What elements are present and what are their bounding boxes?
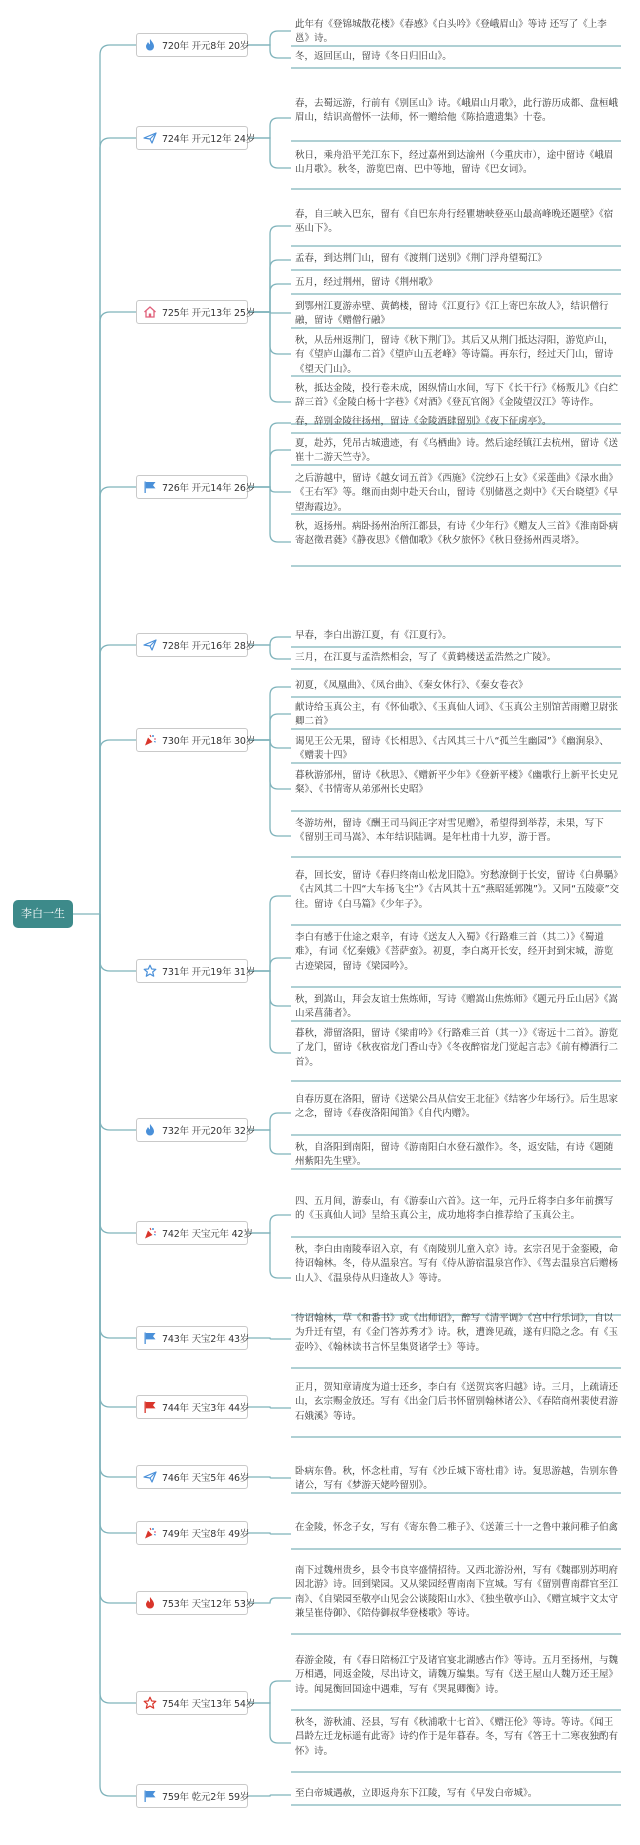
year-connector	[100, 914, 136, 1796]
event-note[interactable]: 三月，在江夏与孟浩然相会，写了《黄鹤楼送孟浩然之广陵》。	[295, 652, 557, 663]
event-note[interactable]: 待诏翰林，草《和番书》或《出师诏》，醉写《清平调》《宫中行乐词》，自以为升迁有望，有《金门答苏秀才》诗。秋，遭谗见疏，遂有归隐之念。有《玉壶吟》、《翰林读书言怀呈集贤诸学士》等诗。	[295, 1313, 619, 1353]
year-connector	[100, 914, 136, 1130]
year-connector	[100, 914, 136, 1338]
year-node[interactable]	[136, 1521, 248, 1545]
year-label: 726年 开元14年 26岁	[162, 483, 256, 494]
year-label: 753年 天宝12年 53岁	[162, 1599, 256, 1610]
event-note[interactable]: 冬游坊州，留诗《酬王司马阎正字对雪见赠》，希望得到举荐，未果，写下《留别王司马嵩》、本年结识陆调。是年杜甫十九岁，游于晋。	[295, 818, 604, 844]
event-note[interactable]: 暮秋，滞留洛阳，留诗《梁甫吟》《行路难三首（其一）》《寄远十二首》。游览了龙门，留诗《秋夜宿龙门香山寺》《冬夜醉宿龙门觉起言志》《前有樽酒行二首》。	[295, 1028, 619, 1068]
year-label: 749年 天宝8年 49岁	[162, 1529, 250, 1540]
entry-connector	[248, 487, 291, 542]
entry-connector	[248, 1533, 291, 1534]
year-label: 720年 开元8年 20岁	[162, 41, 250, 52]
year-connector	[100, 45, 136, 914]
party-icon	[143, 1526, 157, 1540]
year-node[interactable]	[136, 1691, 256, 1715]
event-note[interactable]: 夏，赴苏，凭吊古城遗迹，有《乌栖曲》诗。然后途经镇江去杭州，留诗《送崔十二游天竺寺》。	[295, 438, 619, 464]
send-icon	[143, 638, 157, 652]
year-node[interactable]	[136, 300, 256, 324]
year-node[interactable]	[136, 1465, 248, 1489]
entry-connector	[248, 1233, 291, 1278]
year-node[interactable]	[136, 1118, 256, 1142]
event-note[interactable]: 卧病东鲁。秋，怀念杜甫，写有《沙丘城下寄杜甫》诗。复思游越，告别东鲁诸公，写有《梦游天姥吟留别》。	[295, 1466, 619, 1492]
event-note[interactable]: 春，自三峡入巴东，留有《自巴东舟行经瞿塘峡登巫山最高峰晚还题壁》《宿巫山下》。	[295, 209, 614, 235]
year-node[interactable]	[136, 728, 256, 752]
entry-connector	[248, 1477, 291, 1478]
event-note[interactable]: 秋冬，游秋浦、泾县，写有《秋浦歌十七首》、《赠汪伦》等诗。等诗。《闻王昌龄左迁龙标遥有此寄》诗约作于是年暮春。冬，写有《答王十二寒夜独酌有怀》诗。	[295, 1717, 619, 1757]
year-label: 743年 天宝2年 43岁	[162, 1334, 250, 1345]
event-note[interactable]: 春游金陵，有《春日陪杨江宁及诸官宴北湖感古作》等诗。五月至扬州，与魏万相遇，同返金陵，尽出诗文，请魏万编集。写有《送王屋山人魏万还王屋》诗。闻晁衡回国途中遇难，写有《哭晁卿衡》诗。	[295, 1655, 619, 1695]
year-node[interactable]	[136, 959, 256, 983]
event-note[interactable]: 春，去蜀远游，行前有《别匡山》诗。《峨眉山月歌》，此行游历成都、盘桓峨眉山，结识高僧怀一法师，怀一赠给他《陈拾遗遗集》十卷。	[295, 98, 619, 124]
event-note[interactable]: 南下过魏州贵乡，县令韦良宰盛情招待。又西北游汾州，写有《魏郡别苏明府因北游》诗。回到梁园。又从梁园经曹南南下宣城。写有《留别曹南群官至江南》、《自梁园至敬亭山见会公谈陵阳山水》、《独坐敬亭山》、《赠宣城宇文太守兼呈崔侍御》、《陪侍御叔华登楼歌》等诗。	[295, 1565, 619, 1619]
event-note[interactable]: 春，辞别金陵往扬州，留诗《金陵酒肆留别》《夜下征虏亭》。	[295, 416, 552, 427]
year-connector	[100, 914, 136, 1603]
entry-connector	[248, 971, 291, 1053]
star-red-icon	[143, 1696, 157, 1710]
event-note[interactable]: 自春历夏在洛阳，留诗《送梁公昌从信安王北征》《结客少年场行》。后生思家之念，留诗《春夜洛阳闻笛》《自代内赠》。	[295, 1094, 619, 1120]
year-node[interactable]	[136, 1326, 248, 1350]
event-note[interactable]: 冬，返回匡山，留诗《冬日归旧山》。	[295, 51, 452, 62]
entry-connector	[248, 45, 291, 58]
year-node[interactable]	[136, 475, 256, 499]
flag-icon	[143, 1789, 157, 1803]
year-label: 728年 开元16年 28岁	[162, 641, 256, 652]
event-note[interactable]: 四、五月间，游泰山，有《游泰山六首》。这一年，元丹丘将李白多年前撰写的《玉真仙人词》呈给玉真公主，成功地将李白推荐给了玉真公主。	[295, 1196, 614, 1222]
year-label: 746年 天宝5年 46岁	[162, 1473, 250, 1484]
send-icon	[143, 1470, 157, 1484]
year-node[interactable]	[136, 1591, 256, 1615]
year-label: 732年 开元20年 32岁	[162, 1126, 256, 1137]
year-label: 744年 天宝3年 44岁	[162, 1403, 250, 1414]
year-connector	[100, 645, 136, 914]
party-icon	[143, 1226, 157, 1240]
year-label: 754年 天宝13年 54岁	[162, 1699, 256, 1710]
event-note[interactable]: 献诗给玉真公主，有《怀仙歌》、《玉真仙人词》、《玉真公主别馆苦雨赠卫尉张卿二首》	[295, 702, 619, 728]
year-connector	[100, 487, 136, 914]
entry-connector	[248, 1215, 291, 1233]
year-label: 731年 开元19年 31岁	[162, 967, 256, 978]
year-connector	[100, 914, 136, 971]
entry-connector	[248, 312, 291, 402]
year-node[interactable]	[136, 633, 256, 657]
event-note[interactable]: 暮秋游邠州，留诗《秋思》、《赠新平少年》《登新平楼》《幽歌行上新平长史兄粲》、《书情寄从弟邠州长史昭》	[295, 770, 619, 796]
event-note[interactable]: 李白有感于仕途之艰辛，有诗《送友人入蜀》《行路难三首（其二）》《蜀道难》，有词《忆秦娥》《菩萨蛮》。初夏，李白离开长安，经开封到宋城，游览古迹梁园，留诗《梁园吟》。	[295, 932, 614, 972]
entry-connector	[248, 31, 291, 45]
year-label: 725年 开元13年 25岁	[162, 308, 256, 319]
entry-connector	[248, 226, 291, 312]
event-note[interactable]: 秋，抵达金陵，投行卷未成，困纵情山水间，写下《长干行》《杨叛儿》《白纻辞三首》《金陵白杨十字巷》《对酒》《登瓦官阁》《金陵望汉江》等诗作。	[295, 383, 619, 409]
event-note[interactable]: 春，回长安，留诗《春归终南山松龙旧隐》。穷愁潦倒于长安，留诗《白鼻騧》《古风其二十四“大车扬飞尘”》《古风其十五“燕昭延郭隗”》。又同“五陵豪”交往。留诗《白马篇》《少年子》。	[295, 870, 620, 910]
entry-connector	[248, 896, 291, 971]
event-note[interactable]: 秋，到嵩山，拜会友谊士焦炼师，写诗《赠嵩山焦炼师》《题元丹丘山居》《嵩山采菖蒲者》。	[295, 994, 619, 1020]
root-node[interactable]: 李白一生	[13, 900, 73, 928]
flag-icon	[143, 1331, 157, 1345]
home-icon	[143, 305, 157, 319]
star-icon	[143, 964, 157, 978]
event-note[interactable]: 至白帝城遇赦，立即返舟东下江陵，写有《早发白帝城》。	[295, 1788, 538, 1799]
year-connector	[100, 914, 136, 1233]
party-icon	[143, 733, 157, 747]
year-connector	[100, 740, 136, 914]
entry-connector	[248, 423, 291, 487]
year-connector	[100, 914, 136, 1477]
fire-red-icon	[143, 1596, 157, 1610]
year-label: 759年 乾元2年 59岁	[162, 1792, 250, 1803]
year-connector	[100, 914, 136, 1703]
event-note[interactable]: 早春，李白出游江夏，有《江夏行》。	[295, 630, 452, 641]
event-note[interactable]: 五月，经过荆州，留诗《荆州歌》	[295, 277, 438, 288]
entry-connector	[248, 1338, 291, 1339]
event-note[interactable]: 之后游越中，留诗《越女词五首》《西施》《浣纱石上女》《采莲曲》《渌水曲》《王右军》等。继而由剡中赴天台山，留诗《别储邕之剡中》《天台晓望》《早望海霞边》。	[295, 473, 619, 513]
event-note[interactable]: 秋日，乘舟沿平羌江东下，经过嘉州到达渝州（今重庆市），途中留诗《峨眉山月歌》。秋冬，游览巴南、巴中等地，留诗《巴女词》。	[295, 150, 614, 176]
event-note[interactable]: 秋，李白由南陵奉诏入京，有《南陵别儿童入京》诗。玄宗召见于金銮殿，命待诏翰林。冬，侍从温泉宫。写有《侍从游宿温泉宫作》、《驾去温泉宫后赠杨山人》、《温泉侍从归逢故人》等诗。	[295, 1244, 619, 1284]
fire-icon	[143, 38, 157, 52]
year-node[interactable]	[136, 1221, 253, 1245]
year-connector	[100, 312, 136, 914]
event-note[interactable]: 到鄂州江夏游赤壁、黄鹤楼，留诗《江夏行》《江上寄巴东故人》，结识僧行融，留诗《赠僧行融》	[295, 301, 609, 327]
entry-connector	[248, 1407, 291, 1408]
event-note[interactable]: 正月，贺知章请度为道士还乡，李白有《送贺宾客归越》诗。三月，上疏请还山，玄宗赐金放还。写有《出金门后书怀留别翰林诸公》、《春陪商州裴使君游石娥溪》等诗。	[295, 1382, 619, 1422]
event-note[interactable]: 秋，返扬州。病卧扬州治所江都县，有诗《少年行》《赠友人三首》《淮南卧病寄赵徵君蕤》《静夜思》《僧伽歌》《秋夕旅怀》《秋日登扬州西灵塔》。	[295, 521, 619, 547]
year-node[interactable]	[136, 33, 248, 57]
event-note[interactable]: 秋，自洛阳到南阳，留诗《游南阳白水登石激作》。冬，返安陆，有诗《题随州紫阳先生壁》。	[295, 1142, 614, 1168]
event-note[interactable]: 在金陵，怀念子女，写有《寄东鲁二稚子》、《送萧三十一之鲁中兼问稚子伯禽	[295, 1522, 619, 1533]
event-note[interactable]: 孟春，到达荆门山，留有《渡荆门送别》《荆门浮舟望蜀江》	[295, 253, 547, 264]
event-note[interactable]: 初夏，《凤凰曲》、《凤台曲》、《秦女休行》、《秦女卷衣》	[295, 680, 528, 691]
event-note[interactable]: 秋，从岳州返荆门，留诗《秋下荆门》。其后又从荆门抵达浔阳，游览庐山，有《望庐山瀑布二首》《望庐山五老峰》等诗篇。再东行，经过天门山，留诗《望天门山》。	[295, 335, 614, 375]
fire-icon	[143, 1123, 157, 1137]
send-icon	[143, 131, 157, 145]
year-label: 742年 天宝元年 42岁	[162, 1229, 253, 1240]
flag-red-icon	[143, 1400, 157, 1414]
event-note[interactable]: 谒见王公无果，留诗《长相思》、《古风其三十八“孤兰生幽园”》《幽涧泉》、《赠裴十四》	[295, 736, 609, 762]
entry-connector	[248, 740, 291, 789]
year-label: 730年 开元18年 30岁	[162, 736, 256, 747]
flag-icon	[143, 480, 157, 494]
entry-connector	[248, 1795, 291, 1796]
year-label: 724年 开元12年 24岁	[162, 134, 256, 145]
year-node[interactable]	[136, 1395, 248, 1419]
year-connector	[100, 138, 136, 914]
year-connector	[100, 914, 136, 1533]
entry-connector	[248, 740, 291, 836]
event-note[interactable]: 此年有《登锦城散花楼》《春感》《白头吟》《登峨眉山》等诗 还写了《上李邕》诗。	[295, 19, 607, 45]
year-node[interactable]	[136, 126, 256, 150]
year-node[interactable]	[136, 1784, 248, 1808]
year-connector	[100, 914, 136, 1407]
